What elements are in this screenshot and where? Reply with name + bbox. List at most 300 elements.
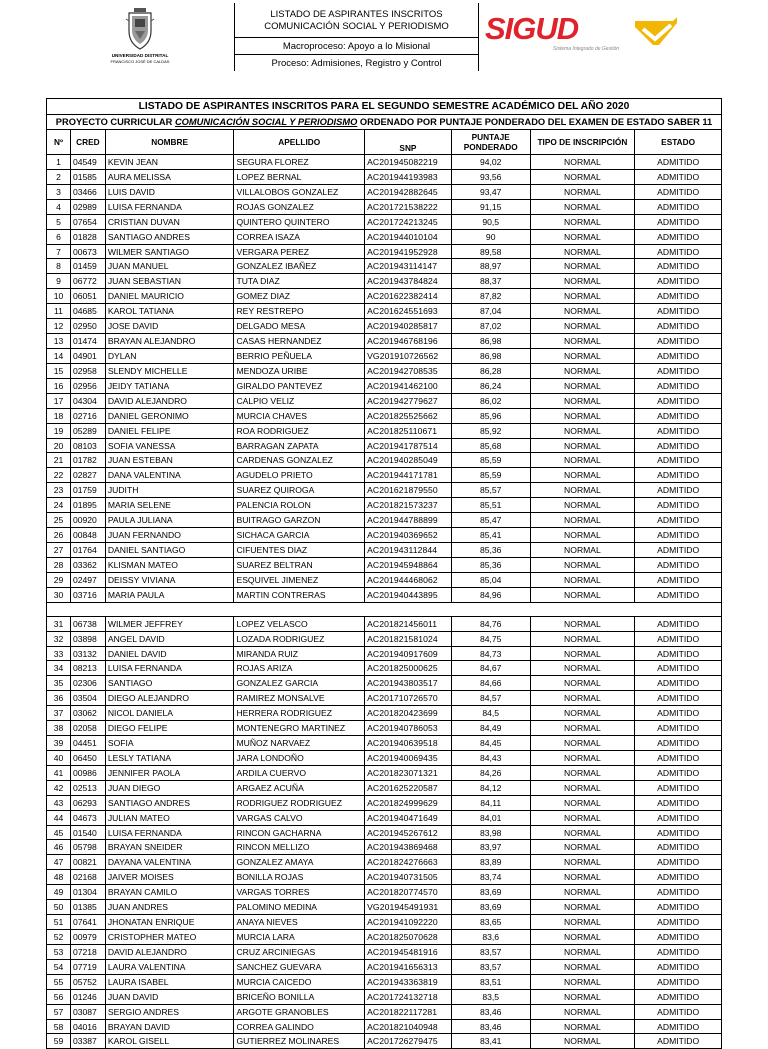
row-snp: AC201944468062 — [365, 573, 452, 587]
row-estado: ADMITIDO — [657, 246, 700, 257]
col-header-n: Nº — [47, 130, 71, 154]
row-number: 13 — [47, 334, 71, 348]
row-puntaje: 83,69 — [452, 885, 531, 899]
row-nombre: DANA VALENTINA — [106, 468, 235, 482]
row-apellido: ROJAS GONZALEZ — [234, 200, 365, 214]
row-apellido: GONZALEZ AMAYA — [234, 855, 365, 869]
row-puntaje: 84,57 — [452, 691, 531, 705]
row-apellido: CALPIO VELIZ — [234, 394, 365, 408]
row-snp: AC201821456011 — [365, 617, 452, 631]
table-row — [47, 170, 721, 185]
row-number: 31 — [47, 617, 71, 631]
row-number: 45 — [47, 826, 71, 840]
row-cred: 01459 — [71, 259, 106, 273]
row-apellido: RODRIGUEZ RODRIGUEZ — [234, 796, 365, 810]
table-row — [47, 439, 721, 454]
row-nombre: JHONATAN ENRIQUE — [106, 915, 235, 929]
university-logo — [46, 3, 234, 71]
table-row — [47, 409, 721, 424]
row-snp: AC201940471649 — [365, 811, 452, 825]
row-number: 34 — [47, 661, 71, 675]
row-nombre: JUAN DIEGO — [106, 781, 235, 795]
row-snp: AC201825110671 — [365, 424, 452, 438]
table-body-page2 — [46, 617, 722, 1049]
row-nombre: MARIA PAULA — [106, 588, 235, 602]
row-estado: ADMITIDO — [657, 500, 700, 511]
row-apellido: SUAREZ BELTRAN — [234, 558, 365, 572]
subtitle-prefix: PROYECTO CURRICULAR — [55, 117, 173, 127]
row-nombre: DYLAN — [106, 349, 235, 363]
row-tipo: NORMAL — [531, 960, 636, 974]
row-number: 3 — [47, 185, 71, 199]
row-number: 16 — [47, 379, 71, 393]
row-nombre: SERGIO ANDRES — [106, 1005, 235, 1019]
row-snp: AC201940639518 — [365, 736, 452, 750]
row-cred: 01782 — [71, 453, 106, 467]
row-nombre: KAROL GISELL — [106, 1034, 235, 1048]
table-row — [47, 573, 721, 588]
row-puntaje: 84,5 — [452, 706, 531, 720]
program-name: COMUNICACIÓN SOCIAL Y PERIODISMO — [174, 117, 358, 127]
row-apellido: AGUDELO PRIETO — [234, 468, 365, 482]
row-nombre: JENNIFER PAOLA — [106, 766, 235, 780]
university-name: UNIVERSIDAD DISTRITAL — [111, 53, 169, 58]
row-nombre: JUAN ESTEBAN — [106, 453, 235, 467]
row-tipo: NORMAL — [531, 498, 636, 512]
row-apellido: HERRERA RODRIGUEZ — [234, 706, 365, 720]
row-estado: ADMITIDO — [657, 291, 700, 302]
row-number: 2 — [47, 170, 71, 184]
row-number: 22 — [47, 468, 71, 482]
row-tipo: NORMAL — [531, 319, 636, 333]
header-info — [234, 3, 479, 71]
row-cred: 01764 — [71, 543, 106, 557]
row-apellido: ARGOTE GRANOBLES — [234, 1005, 365, 1019]
table-row — [47, 364, 721, 379]
row-snp: AC201721538222 — [365, 200, 452, 214]
row-estado: ADMITIDO — [657, 276, 700, 287]
table-row — [47, 811, 721, 826]
table-row — [47, 334, 721, 349]
row-nombre: JEIDY TATIANA — [106, 379, 235, 393]
row-number: 47 — [47, 855, 71, 869]
row-cred: 01385 — [71, 900, 106, 914]
row-cred: 04685 — [71, 304, 106, 318]
row-apellido: MURCIA CAICEDO — [234, 975, 365, 989]
row-estado: ADMITIDO — [657, 336, 700, 347]
row-puntaje: 84,75 — [452, 632, 531, 646]
row-nombre: NICOL DANIELA — [106, 706, 235, 720]
row-cred: 01540 — [71, 826, 106, 840]
row-snp: AC201710726570 — [365, 691, 452, 705]
row-tipo: NORMAL — [531, 781, 636, 795]
row-puntaje: 85,04 — [452, 573, 531, 587]
row-number: 21 — [47, 453, 71, 467]
row-estado: ADMITIDO — [657, 365, 700, 376]
row-cred: 01304 — [71, 885, 106, 899]
row-apellido: MENDOZA URIBE — [234, 364, 365, 378]
row-estado: ADMITIDO — [657, 559, 700, 570]
row-apellido: SICHACA GARCIA — [234, 528, 365, 542]
row-number: 27 — [47, 543, 71, 557]
row-puntaje: 84,12 — [452, 781, 531, 795]
row-puntaje: 86,28 — [452, 364, 531, 378]
row-puntaje: 87,02 — [452, 319, 531, 333]
row-snp: AC201943112844 — [365, 543, 452, 557]
table-row — [47, 394, 721, 409]
row-snp: AC201941462100 — [365, 379, 452, 393]
row-snp: AC201945267612 — [365, 826, 452, 840]
row-estado: ADMITIDO — [657, 633, 700, 644]
row-tipo: NORMAL — [531, 900, 636, 914]
row-puntaje: 86,98 — [452, 349, 531, 363]
row-number: 56 — [47, 990, 71, 1004]
row-estado: ADMITIDO — [657, 932, 700, 943]
row-number: 26 — [47, 528, 71, 542]
applicants-table — [46, 98, 722, 1049]
row-estado: ADMITIDO — [657, 663, 700, 674]
table-row — [47, 1020, 721, 1035]
row-nombre: AURA MELISSA — [106, 170, 235, 184]
row-apellido: ROJAS ARIZA — [234, 661, 365, 675]
row-cred: 03504 — [71, 691, 106, 705]
row-number: 40 — [47, 751, 71, 765]
row-snp: AC201943363819 — [365, 975, 452, 989]
row-nombre: WILMER JEFFREY — [106, 617, 235, 631]
row-number: 41 — [47, 766, 71, 780]
row-tipo: NORMAL — [531, 855, 636, 869]
page-break — [46, 603, 722, 617]
row-cred: 02168 — [71, 870, 106, 884]
row-estado: ADMITIDO — [657, 171, 700, 182]
row-snp: AC201942708535 — [365, 364, 452, 378]
row-snp: AC201944788899 — [365, 513, 452, 527]
row-nombre: SLENDY MICHELLE — [106, 364, 235, 378]
row-apellido: SUAREZ QUIROGA — [234, 483, 365, 497]
row-puntaje: 91,15 — [452, 200, 531, 214]
check-mark-icon — [633, 17, 679, 47]
row-number: 55 — [47, 975, 71, 989]
table-row — [47, 379, 721, 394]
row-estado: ADMITIDO — [657, 515, 700, 526]
row-snp: AC201821581024 — [365, 632, 452, 646]
row-puntaje: 85,51 — [452, 498, 531, 512]
table-row — [47, 498, 721, 513]
row-estado: ADMITIDO — [657, 976, 700, 987]
row-puntaje: 84,11 — [452, 796, 531, 810]
table-row — [47, 661, 721, 676]
row-estado: ADMITIDO — [657, 261, 700, 272]
row-tipo: NORMAL — [531, 349, 636, 363]
row-puntaje: 83,69 — [452, 900, 531, 914]
row-cred: 00979 — [71, 930, 106, 944]
row-number: 58 — [47, 1020, 71, 1034]
row-snp: AC201940069435 — [365, 751, 452, 765]
row-estado: ADMITIDO — [657, 812, 700, 823]
row-estado: ADMITIDO — [657, 887, 700, 898]
row-puntaje: 83,46 — [452, 1020, 531, 1034]
table-row — [47, 319, 721, 334]
row-puntaje: 84,67 — [452, 661, 531, 675]
row-apellido: CIFUENTES DIAZ — [234, 543, 365, 557]
row-tipo: NORMAL — [531, 588, 636, 602]
row-snp: AC201942779627 — [365, 394, 452, 408]
row-cred: 01759 — [71, 483, 106, 497]
row-cred: 00673 — [71, 245, 106, 259]
row-tipo: NORMAL — [531, 1020, 636, 1034]
table-row — [47, 647, 721, 662]
table-row — [47, 930, 721, 945]
row-number: 46 — [47, 840, 71, 854]
row-puntaje: 88,97 — [452, 259, 531, 273]
row-puntaje: 93,47 — [452, 185, 531, 199]
table-row — [47, 558, 721, 573]
row-snp: VG201945491931 — [365, 900, 452, 914]
university-seal-icon — [125, 7, 155, 51]
row-snp: AC201825525662 — [365, 409, 452, 423]
row-snp: AC201724213245 — [365, 215, 452, 229]
row-tipo: NORMAL — [531, 379, 636, 393]
row-nombre: DANIEL MAURICIO — [106, 289, 235, 303]
row-cred: 02497 — [71, 573, 106, 587]
row-puntaje: 90 — [452, 230, 531, 244]
row-snp: AC201943114147 — [365, 259, 452, 273]
row-nombre: SOFIA — [106, 736, 235, 750]
row-number: 32 — [47, 632, 71, 646]
table-row — [47, 676, 721, 691]
row-estado: ADMITIDO — [657, 678, 700, 689]
row-apellido: RAMIREZ MONSALVE — [234, 691, 365, 705]
row-tipo: NORMAL — [531, 826, 636, 840]
row-puntaje: 84,73 — [452, 647, 531, 661]
table-row — [47, 826, 721, 841]
row-puntaje: 84,26 — [452, 766, 531, 780]
row-apellido: RINCON MELLIZO — [234, 840, 365, 854]
row-cred: 02716 — [71, 409, 106, 423]
row-number: 38 — [47, 721, 71, 735]
row-number: 33 — [47, 647, 71, 661]
row-apellido: CRUZ ARCINIEGAS — [234, 945, 365, 959]
row-puntaje: 93,56 — [452, 170, 531, 184]
row-number: 37 — [47, 706, 71, 720]
row-apellido: BUITRAGO GARZON — [234, 513, 365, 527]
row-snp: AC201824276663 — [365, 855, 452, 869]
row-tipo: NORMAL — [531, 632, 636, 646]
row-apellido: GUTIERREZ MOLINARES — [234, 1034, 365, 1048]
row-nombre: JUAN FERNANDO — [106, 528, 235, 542]
row-tipo: NORMAL — [531, 573, 636, 587]
row-cred: 03362 — [71, 558, 106, 572]
row-puntaje: 83,89 — [452, 855, 531, 869]
row-tipo: NORMAL — [531, 945, 636, 959]
row-snp: AC201946768196 — [365, 334, 452, 348]
row-tipo: NORMAL — [531, 840, 636, 854]
subtitle-suffix: ORDENADO POR PUNTAJE PONDERADO DEL EXAMEN DE ESTADO SABER 11 — [359, 117, 713, 127]
row-tipo: NORMAL — [531, 1034, 636, 1048]
row-number: 59 — [47, 1034, 71, 1048]
row-estado: ADMITIDO — [657, 946, 700, 957]
row-estado: ADMITIDO — [657, 186, 700, 197]
row-tipo: NORMAL — [531, 796, 636, 810]
row-estado: ADMITIDO — [657, 440, 700, 451]
row-tipo: NORMAL — [531, 215, 636, 229]
row-apellido: ARDILA CUERVO — [234, 766, 365, 780]
row-puntaje: 87,04 — [452, 304, 531, 318]
row-number: 5 — [47, 215, 71, 229]
row-snp: AC201940443895 — [365, 588, 452, 602]
row-cred: 02956 — [71, 379, 106, 393]
row-tipo: NORMAL — [531, 870, 636, 884]
row-cred: 08103 — [71, 439, 106, 453]
row-apellido: VERGARA PEREZ — [234, 245, 365, 259]
table-row — [47, 870, 721, 885]
row-cred: 01246 — [71, 990, 106, 1004]
row-cred: 08213 — [71, 661, 106, 675]
row-nombre: JUDITH — [106, 483, 235, 497]
row-snp: AC201622382414 — [365, 289, 452, 303]
row-cred: 01828 — [71, 230, 106, 244]
row-apellido: CASAS HERNANDEZ — [234, 334, 365, 348]
row-tipo: NORMAL — [531, 751, 636, 765]
table-row — [47, 245, 721, 260]
row-snp: AC201823071321 — [365, 766, 452, 780]
row-cred: 03062 — [71, 706, 106, 720]
row-apellido: BERRIO PEÑUELA — [234, 349, 365, 363]
row-snp: AC201726279475 — [365, 1034, 452, 1048]
sigud-brand: SIGUD — [485, 11, 579, 46]
row-puntaje: 85,92 — [452, 424, 531, 438]
sigud-logo — [479, 3, 722, 71]
row-estado: ADMITIDO — [657, 157, 700, 167]
row-puntaje: 85,47 — [452, 513, 531, 527]
table-row — [47, 185, 721, 200]
row-snp: AC201821573237 — [365, 498, 452, 512]
row-estado: ADMITIDO — [657, 455, 700, 466]
row-number: 18 — [47, 409, 71, 423]
sigud-tagline: Sistema Integrado de Gestión — [553, 46, 620, 52]
row-nombre: LUISA FERNANDA — [106, 661, 235, 675]
row-cred: 00986 — [71, 766, 106, 780]
row-estado: ADMITIDO — [657, 530, 700, 541]
row-apellido: ANAYA NIEVES — [234, 915, 365, 929]
row-apellido: MUÑOZ NARVAEZ — [234, 736, 365, 750]
row-tipo: NORMAL — [531, 200, 636, 214]
row-estado: ADMITIDO — [657, 470, 700, 481]
table-row — [47, 215, 721, 230]
row-tipo: NORMAL — [531, 274, 636, 288]
row-apellido: LOZADA RODRIGUEZ — [234, 632, 365, 646]
row-cred: 01585 — [71, 170, 106, 184]
row-tipo: NORMAL — [531, 617, 636, 631]
row-apellido: GONZALEZ IBAÑEZ — [234, 259, 365, 273]
row-apellido: REY RESTREPO — [234, 304, 365, 318]
row-nombre: DANIEL GERONIMO — [106, 409, 235, 423]
row-apellido: GIRALDO PANTEVEZ — [234, 379, 365, 393]
row-puntaje: 84,49 — [452, 721, 531, 735]
row-snp: AC201941952928 — [365, 245, 452, 259]
row-puntaje: 83,74 — [452, 870, 531, 884]
row-nombre: DANIEL DAVID — [106, 647, 235, 661]
row-snp: AC201940285049 — [365, 453, 452, 467]
row-nombre: LUISA FERNANDA — [106, 826, 235, 840]
row-cred: 02306 — [71, 676, 106, 690]
row-apellido: MONTENEGRO MARTINEZ — [234, 721, 365, 735]
row-apellido: GOMEZ DIAZ — [234, 289, 365, 303]
row-tipo: NORMAL — [531, 230, 636, 244]
row-puntaje: 85,41 — [452, 528, 531, 542]
row-cred: 03387 — [71, 1034, 106, 1048]
row-puntaje: 83,65 — [452, 915, 531, 929]
row-nombre: CRISTOPHER MATEO — [106, 930, 235, 944]
row-number: 15 — [47, 364, 71, 378]
row-apellido: BONILLA ROJAS — [234, 870, 365, 884]
row-cred: 03132 — [71, 647, 106, 661]
row-estado: ADMITIDO — [657, 752, 700, 763]
row-number: 25 — [47, 513, 71, 527]
table-row — [47, 304, 721, 319]
row-snp: AC201945082219 — [365, 155, 452, 169]
table-row — [47, 513, 721, 528]
row-apellido: JARA LONDOÑO — [234, 751, 365, 765]
row-puntaje: 83,46 — [452, 1005, 531, 1019]
row-cred: 02058 — [71, 721, 106, 735]
row-puntaje: 89,58 — [452, 245, 531, 259]
row-tipo: NORMAL — [531, 691, 636, 705]
table-row — [47, 230, 721, 245]
table-row — [47, 349, 721, 364]
row-cred: 02513 — [71, 781, 106, 795]
row-nombre: LUISA FERNANDA — [106, 200, 235, 214]
row-apellido: VARGAS TORRES — [234, 885, 365, 899]
row-puntaje: 84,76 — [452, 617, 531, 631]
row-apellido: SANCHEZ GUEVARA — [234, 960, 365, 974]
row-cred: 01474 — [71, 334, 106, 348]
row-number: 17 — [47, 394, 71, 408]
row-nombre: JAIVER MOISES — [106, 870, 235, 884]
row-nombre: LESLY TATIANA — [106, 751, 235, 765]
row-cred: 00848 — [71, 528, 106, 542]
table-row — [47, 840, 721, 855]
row-cred: 04673 — [71, 811, 106, 825]
row-cred: 01895 — [71, 498, 106, 512]
row-estado: ADMITIDO — [657, 395, 700, 406]
row-apellido: QUINTERO QUINTERO — [234, 215, 365, 229]
row-nombre: KEVIN JEAN — [106, 155, 235, 169]
row-snp: AC201621879550 — [365, 483, 452, 497]
row-tipo: NORMAL — [531, 930, 636, 944]
row-snp: AC201943803517 — [365, 676, 452, 690]
row-snp: AC201624551693 — [365, 304, 452, 318]
row-number: 14 — [47, 349, 71, 363]
row-cred: 06293 — [71, 796, 106, 810]
row-number: 8 — [47, 259, 71, 273]
row-estado: ADMITIDO — [657, 231, 700, 242]
row-estado: ADMITIDO — [657, 723, 700, 734]
row-apellido: GONZALEZ GARCIA — [234, 676, 365, 690]
row-cred: 02958 — [71, 364, 106, 378]
row-number: 57 — [47, 1005, 71, 1019]
row-cred: 04304 — [71, 394, 106, 408]
col-header-nombre: NOMBRE — [106, 130, 235, 154]
row-estado: ADMITIDO — [657, 574, 700, 585]
row-number: 24 — [47, 498, 71, 512]
row-tipo: NORMAL — [531, 706, 636, 720]
row-cred: 04016 — [71, 1020, 106, 1034]
row-snp: AC201625220587 — [365, 781, 452, 795]
row-snp: AC201724132718 — [365, 990, 452, 1004]
university-subname: FRANCISCO JOSÉ DE CALDAS — [110, 58, 170, 64]
row-puntaje: 86,24 — [452, 379, 531, 393]
